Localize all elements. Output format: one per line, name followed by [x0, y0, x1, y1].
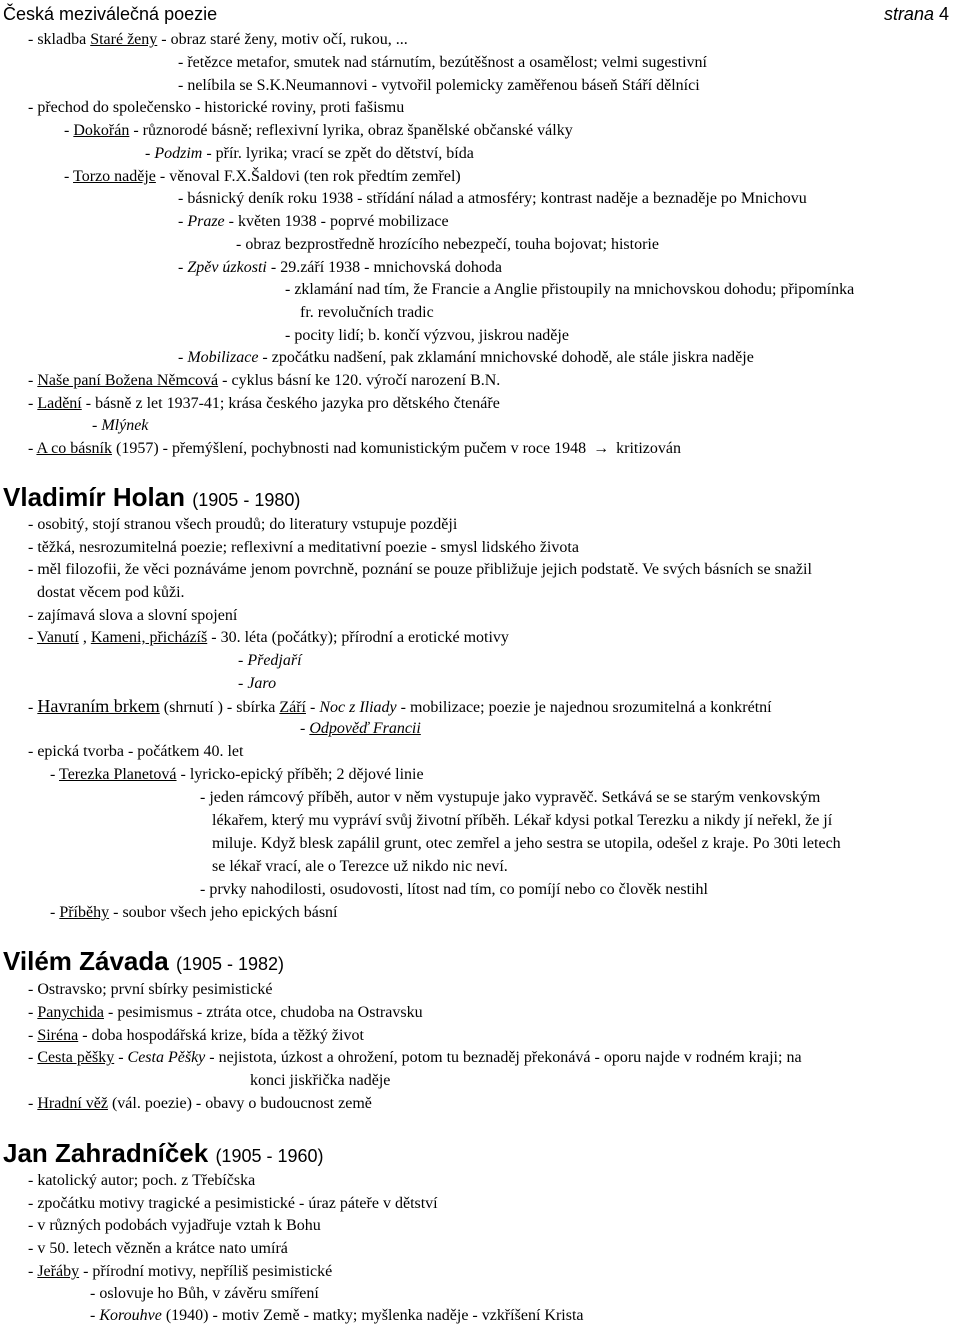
text-line: dostat věcem pod kůži. [37, 584, 185, 601]
text-line: - Korouhve (1940) - motiv Země - matky; myšlenka naděje - vzkříšení Krista [90, 1307, 584, 1324]
text-line: - v 50. letech vězněn a krátce nato umírá [28, 1240, 288, 1257]
text-line: - Odpověď Francii [300, 720, 421, 737]
text-line: - Podzim - přír. lyrika; vrací se zpět do dětství, bída [145, 145, 474, 162]
text-line: - Havraním brkem (shrnutí ) - sbírka Září - Noc z Iliady - mobilizace; poezie je najednou srozumitelná a konkrétní [28, 696, 772, 716]
text-line: - nelíbila se S.K.Neumannovi - vytvořil polemicky zaměřenou báseň Stáří dělníci [178, 77, 700, 94]
section-heading: Jan Zahradníček (1905 - 1960) [3, 1138, 324, 1168]
text-line: - Předjaří [238, 652, 302, 669]
text-line: - osobitý, stojí stranou všech proudů; do literatury vstupuje později [28, 516, 458, 533]
text-line: - jeden rámcový příběh, autor v něm vystupuje jako vypravěč. Setkává se se starým venkovským [200, 789, 821, 806]
text-line: - měl filozofii, že věci poznáváme jenom povrchně, poznání se pouze přibližuje jejich podstatě. Ve svých básních se snažil [28, 561, 812, 578]
text-line: - Vanutí , Kameni, přicházíš - 30. léta (počátky); přírodní a erotické motivy [28, 629, 509, 646]
text-line: - Dokořán - různorodé básně; reflexivní lyrika, obraz španělské občanské války [64, 122, 573, 139]
text-line: - obraz bezprostředně hrozícího nebezpečí, touha bojovat; historie [236, 236, 659, 253]
text-line: - epická tvorba - počátkem 40. let [28, 743, 244, 760]
text-line: - Terezka Planetová - lyricko-epický příběh; 2 dějové linie [50, 766, 424, 783]
text-line: - Praze - květen 1938 - poprvé mobilizace [178, 213, 449, 230]
text-line: - řetězce metafor, smutek nad stárnutím, bezútěšnost a osamělost; velmi sugestivní [178, 54, 707, 71]
text-line: - Mobilizace - zpočátku nadšení, pak zklamání mnichovské dohodě, ale stále jiskra naděje [178, 349, 754, 366]
text-line: - A co básník (1957) - přemýšlení, pochybnosti nad komunistickým pučem v roce 1948 → kritizován [28, 440, 682, 457]
text-line: - Jaro [238, 675, 277, 692]
text-line: - zajímavá slova a slovní spojení [28, 607, 238, 624]
text-line: - přechod do společensko - historické roviny, proti fašismu [28, 99, 405, 116]
section-heading: Vladimír Holan (1905 - 1980) [3, 482, 301, 512]
text-line: konci jiskřička naděje [250, 1072, 391, 1089]
text-line: - Ladění - básně z let 1937-41; krása českého jazyka pro dětského čtenáře [28, 395, 500, 412]
text-line: - Zpěv úzkosti - 29.září 1938 - mnichovská dohoda [178, 259, 502, 276]
text-line: - zklamání nad tím, že Francie a Anglie přistoupily na mnichovskou dohodu; připomínka [285, 281, 855, 298]
page-header [3, 4, 953, 26]
text-line: - v různých podobách vyjadřuje vztah k Bohu [28, 1217, 321, 1234]
text-line: fr. revolučních tradic [300, 304, 434, 321]
text-line: - prvky nahodilosti, osudovosti, lítost nad tím, co pomíjí nebo co člověk nestihl [200, 881, 708, 898]
text-line: se lékař vrací, ale o Terezce už nikdo nic neví. [212, 858, 508, 875]
text-line: - Jeřáby - přírodní motivy, nepříliš pesimistické [28, 1263, 333, 1280]
text-line: - Naše paní Božena Němcová - cyklus básní ke 120. výročí narození B.N. [28, 372, 501, 389]
text-line: - těžká, nesrozumitelná poezie; reflexivní a meditativní poezie - smysl lidského života [28, 539, 579, 556]
text-line: - Siréna - doba hospodářská krize, bída a těžký život [28, 1027, 364, 1044]
text-line: - Hradní věž (vál. poezie) - obavy o budoucnost země [28, 1095, 372, 1112]
arrow-right-icon: → [593, 440, 610, 457]
text-line: - katolický autor; poch. z Třebíčska [28, 1172, 256, 1189]
text-line: lékařem, který mu vypráví svůj životní příběh. Lékař kdysi potkal Terezku a nikdy jí neřekl, že jí [212, 812, 833, 829]
text-line: - skladba Staré ženy - obraz staré ženy, motiv očí, rukou, ... [28, 31, 408, 48]
text-line: - básnický deník roku 1938 - střídání nálad a atmosféry; kontrast naděje a beznaděje po Mnichovu [178, 190, 807, 207]
text-line: - Mlýnek [92, 417, 149, 434]
section-heading: Vilém Závada (1905 - 1982) [3, 946, 285, 976]
text-line: - oslovuje ho Bůh, v závěru smíření [90, 1285, 319, 1302]
document-title: Česká meziválečná poezie [3, 4, 218, 24]
text-line: - pocity lidí; b. končí výzvou, jiskrou naděje [285, 327, 569, 344]
text-line: - Ostravsko; první sbírky pesimistické [28, 981, 273, 998]
text-line: miluje. Když blesk zapálil grunt, otec zemřel a jeho sestra se utopila, odešel z kraje. Po 30ti letech [212, 835, 841, 852]
text-line: - Torzo naděje - věnoval F.X.Šaldovi (ten rok předtím zemřel) [64, 168, 461, 185]
text-line: - Panychida - pesimismus - ztráta otce, chudoba na Ostravsku [28, 1004, 423, 1021]
page-number: strana 4 [883, 4, 949, 24]
text-line: - Příběhy - soubor všech jeho epických básní [50, 904, 338, 921]
text-line: - zpočátku motivy tragické a pesimistické - úraz páteře v dětství [28, 1195, 438, 1212]
text-line: - Cesta pěšky - Cesta Pěšky - nejistota, úzkost a ohrožení, potom tu beznaděj překonává - oporu najde v rodném kraji; na [28, 1049, 802, 1066]
